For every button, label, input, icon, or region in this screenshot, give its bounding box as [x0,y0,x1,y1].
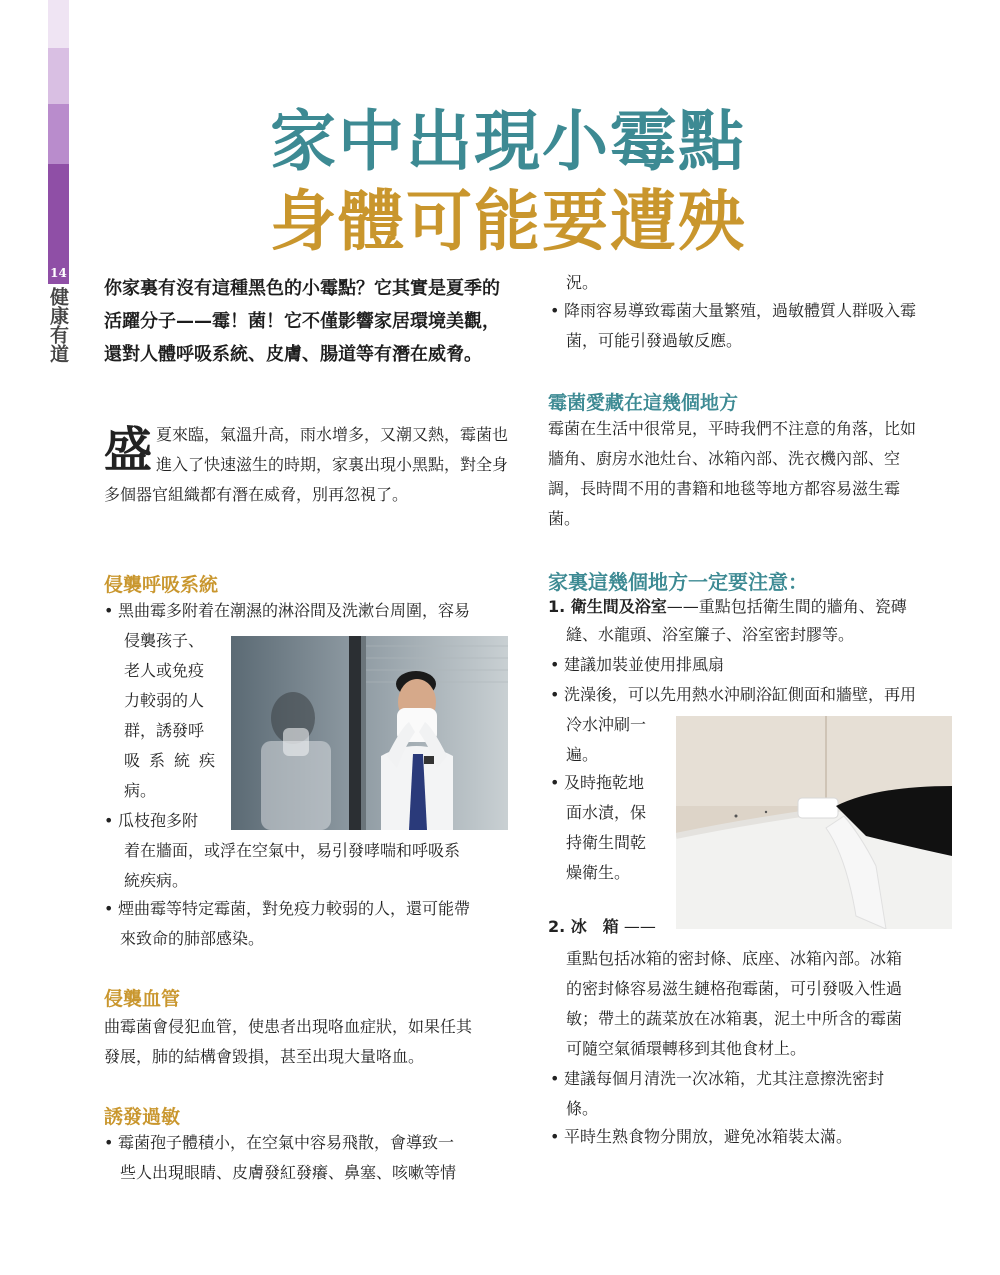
bullet-item: • 及時拖乾地 面水漬，保 持衛生間乾 燥衛生。 [550,773,647,882]
section-heading: 侵襲血管 [104,988,181,1010]
numbered-item: 1. 衛生間及浴室——重點包括衛生間的牆角、瓷磚 [548,597,907,616]
page-title-line1: 家中出現小霉點 [270,102,746,180]
section-label: 健康有道 [47,287,69,363]
page-number: 14 [48,262,69,284]
page-title-line2: 身體可能要遭殃 [270,182,746,260]
bullet-continuation: 侵襲孩子、 老人或免疫 力較弱的人 群，誘發呼 吸系統疾 病。 [124,631,225,800]
bullet-item: • 降雨容易導致霉菌大量繁殖，過敏體質人群吸入霉 菌，可能引發過敏反應。 [550,301,917,350]
bullet-item: • 平時生熟食物分開放，避免冰箱裝太滿。 [550,1127,853,1146]
bullet-continuation: 冷水沖刷一 遍。 [566,715,647,764]
bullet-item: • 黑曲霉多附着在潮濕的淋浴間及洗漱台周圍，容易 [104,601,471,620]
side-strip-segment [48,0,69,48]
bullet-item: • 煙曲霉等特定霉菌，對免疫力較弱的人，還可能帶 來致命的肺部感染。 [104,899,471,948]
continued-text: 況。 [566,273,599,292]
numbered-item-continuation: 縫、水龍頭、浴室簾子、浴室密封膠等。 [566,625,855,644]
lead-paragraph [104,420,510,510]
dropcap: 盛 [104,422,153,478]
section-paragraph: 霉菌在生活中很常見，平時我們不注意的角落，比如 牆角、廚房水池灶台、冰箱內部、洗衣機內部、空 調，長時間不用的書籍和地毯等地方都容易滋生霉 菌。 [548,419,917,528]
side-strip-segment [48,104,69,164]
photo-man-sneezing [231,636,508,830]
side-strip-segment [48,164,69,262]
numbered-item-text: 重點包括冰箱的密封條、底座、冰箱內部。冰箱 的密封條容易滋生鏈格孢霉菌，可引發吸入性過 敏；帶土的蔬菜放在冰箱裏，泥土中所含的霉菌 可隨空氣循環轉移到其他食材上。 [566,949,903,1058]
numbered-item: 2. 冰 箱 —— [548,917,656,936]
section-paragraph: 曲霉菌會侵犯血管，使患者出現咯血症狀，如果任其 發展，肺的結構會毀損，甚至出現大量咯血。 [104,1017,473,1066]
section-heading: 霉菌愛藏在這幾個地方 [548,392,739,414]
bullet-item: • 洗澡後，可以先用熱水沖刷浴缸側面和牆壁，再用 [550,685,917,704]
section-heading: 誘發過敏 [104,1106,181,1128]
photo-cleaning-bathtub [676,716,952,929]
section-heading: 家裏這幾個地方一定要注意： [548,570,808,594]
section-heading: 侵襲呼吸系統 [104,574,219,596]
intro-paragraph: 你家裏有沒有這種黑色的小霉點？它其實是夏季的活躍分子——霉！菌！它不僅影響家居環境美觀，還對人體呼吸系統、皮膚、腸道等有潛在威脅。 [104,278,500,365]
side-strip-segment [48,48,69,104]
lead-text: 夏來臨，氣溫升高，雨水增多，又潮又熱，霉菌也進入了快速滋生的時期，家裏出現小黑點，對全身多個器官組織都有潛在威脅，別再忽視了。 [104,425,509,504]
bullet-item: • 瓜枝孢多附 [104,811,199,830]
bullet-item: • 建議每個月清洗一次冰箱，尤其注意擦洗密封 條。 [550,1069,885,1118]
bullet-item: • 建議加裝並使用排風扇 [550,655,725,674]
bullet-continuation: 着在牆面，或浮在空氣中，易引發哮喘和呼吸系 統疾病。 [124,841,461,890]
bullet-item: • 霉菌孢子體積小，在空氣中容易飛散，會導致一 些人出現眼睛、皮膚發紅發癢、鼻塞、咳嗽等情 [104,1133,457,1182]
